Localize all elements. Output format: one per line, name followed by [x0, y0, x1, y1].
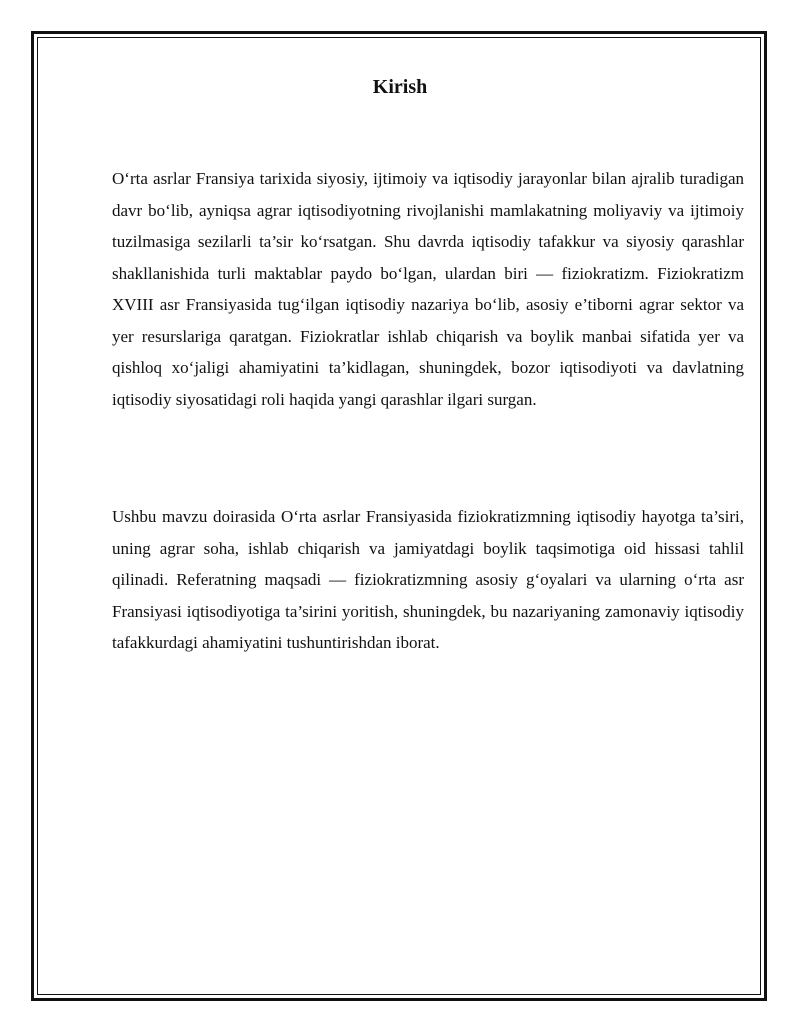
- paragraph-intro: O‘rta asrlar Fransiya tarixida siyosiy, ijtimoiy va iqtisodiy jarayonlar bilan ajralib turadigan davr bo‘lib, ayniqsa agrar iqtisodiyotning rivojlanishi mamlakatning moliyaviy va ijtimoiy tuzilmasiga sezilarli ta’sir ko‘rsatgan. Shu davrda iqtisodiy tafakkur va siyosiy qarashlar shakllanishida turli maktablar paydo bo‘lgan, ulardan biri — fiziokratizm. Fiziokratizm XVIII asr Fransiyasida tug‘ilgan iqtisodiy nazariya bo‘lib, asosiy e’tiborni agrar sektor va yer resurslariga qaratgan. Fiziokratlar ishlab chiqarish va boylik manbai sifatida yer va qishloq xo‘jaligi ahamiyatini ta’kidlagan, shuningdek, bozor iqtisodiyoti va davlatning iqtisodiy siyosatidagi roli haqida yangi qarashlar ilgari surgan.: [112, 169, 744, 409]
- paragraph-purpose: Ushbu mavzu doirasida O‘rta asrlar Fransiyasida fiziokratizmning iqtisodiy hayotga ta’siri, uning agrar soha, ishlab chiqarish va jamiyatdagi boylik taqsimotiga oid hissasi tahlil qilinadi. Referatning maqsadi — fiziokratizmning asosiy g‘oyalari va ularning o‘rta asr Fransiyasi iqtisodiyotiga ta’sirini yoritish, shuningdek, bu nazariyaning zamonaviy iqtisodiy tafakkurdagi ahamiyatini tushuntirishdan iborat.: [112, 507, 744, 652]
- page-title: Kirish: [372, 76, 428, 98]
